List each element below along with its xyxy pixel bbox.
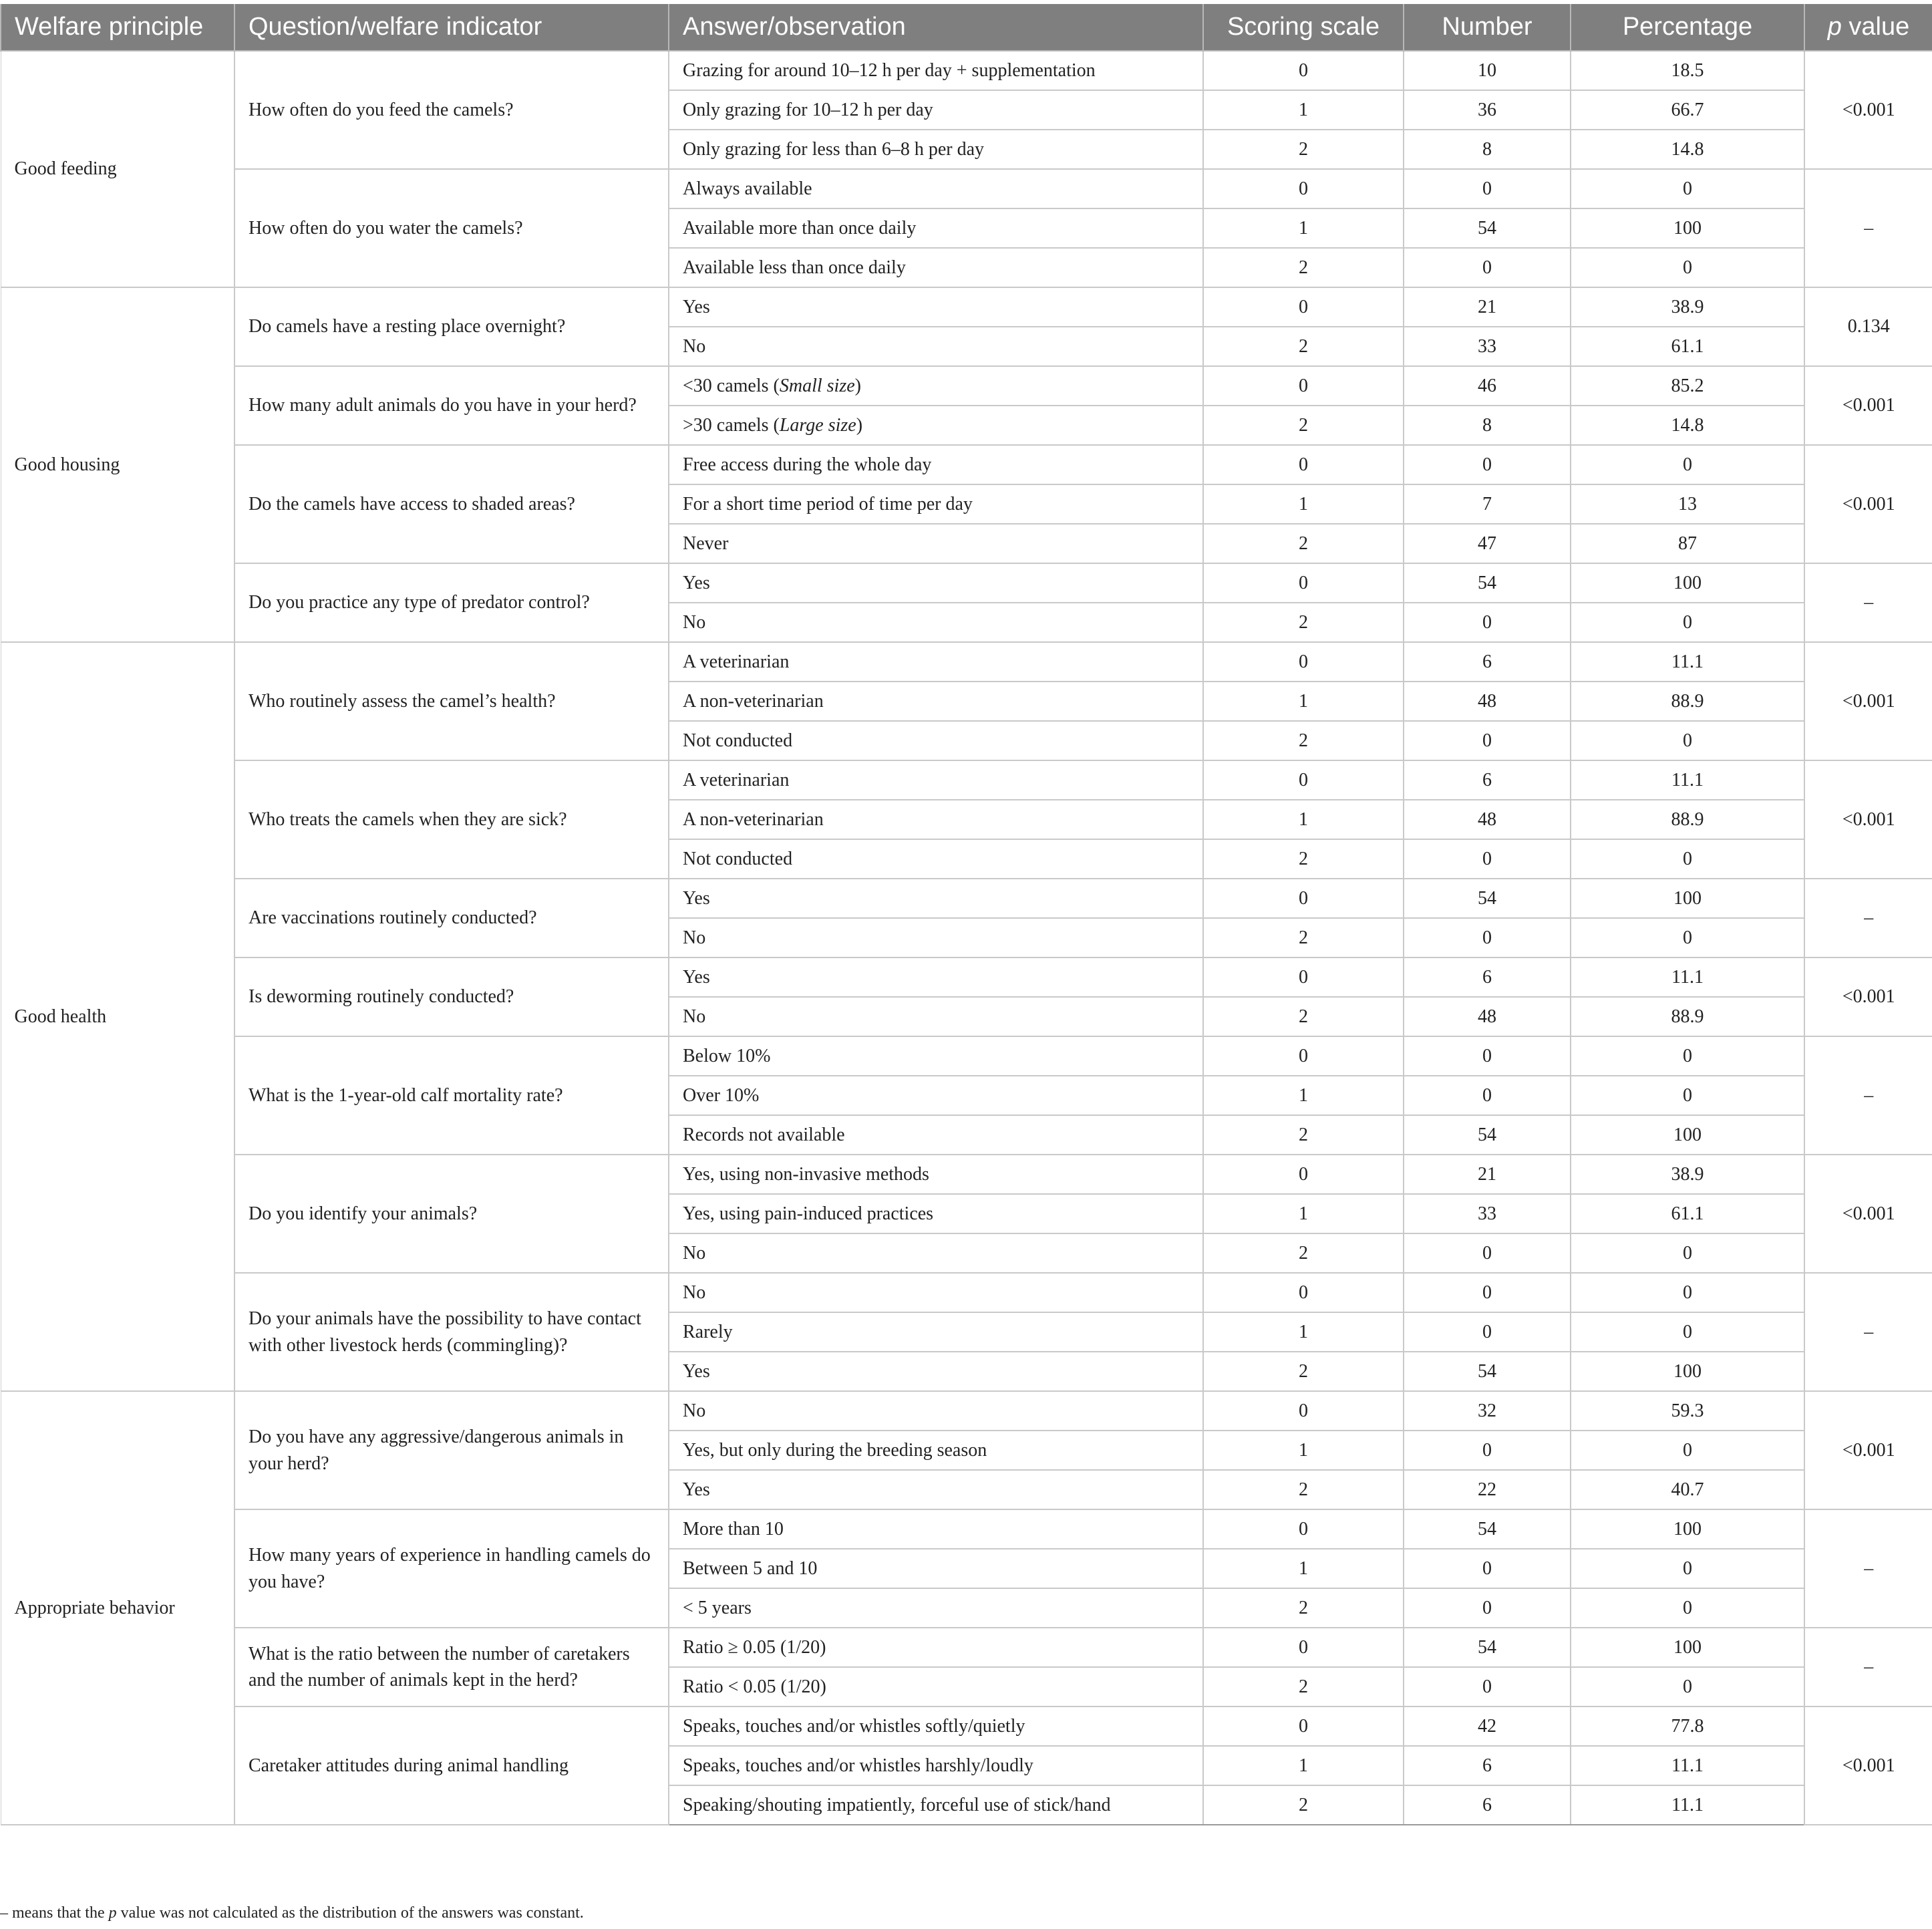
question-cell: Are vaccinations routinely conducted? xyxy=(234,879,669,957)
percentage-cell: 11.1 xyxy=(1571,760,1804,800)
number-cell: 0 xyxy=(1404,1036,1571,1076)
answer-cell: No xyxy=(669,327,1203,366)
question-cell: Caretaker attitudes during animal handling xyxy=(234,1707,669,1825)
answer-cell: Between 5 and 10 xyxy=(669,1549,1203,1588)
answer-cell: Below 10% xyxy=(669,1036,1203,1076)
percentage-cell: 88.9 xyxy=(1571,682,1804,721)
number-cell: 54 xyxy=(1404,1352,1571,1391)
header-question: Question/welfare indicator xyxy=(234,4,669,51)
answer-cell: Yes xyxy=(669,879,1203,918)
answer-cell: Yes, but only during the breeding season xyxy=(669,1431,1203,1470)
table-row xyxy=(1,760,1932,800)
percentage-cell: 100 xyxy=(1571,208,1804,248)
answer-italic-text: Small size xyxy=(779,375,855,396)
number-cell: 33 xyxy=(1404,1194,1571,1233)
percentage-cell: 77.8 xyxy=(1571,1707,1804,1746)
header-answer: Answer/observation xyxy=(669,4,1203,51)
table-row xyxy=(1,1509,1932,1549)
table-row xyxy=(1,957,1932,997)
p-value-cell: <0.001 xyxy=(1804,1707,1932,1825)
percentage-cell: 0 xyxy=(1571,603,1804,642)
scoring-scale-cell: 2 xyxy=(1203,1115,1404,1155)
percentage-cell: 0 xyxy=(1571,1588,1804,1628)
p-value-cell: – xyxy=(1804,1036,1932,1155)
answer-cell: Grazing for around 10–12 h per day + supplementation xyxy=(669,51,1203,90)
number-cell: 54 xyxy=(1404,1509,1571,1549)
answer-cell: Free access during the whole day xyxy=(669,445,1203,484)
scoring-scale-cell: 1 xyxy=(1203,1431,1404,1470)
scoring-scale-cell: 1 xyxy=(1203,1746,1404,1785)
header-number: Number xyxy=(1404,4,1571,51)
table-row xyxy=(1,51,1932,90)
number-cell: 10 xyxy=(1404,51,1571,90)
answer-cell: Yes xyxy=(669,1352,1203,1391)
answer-cell: A non-veterinarian xyxy=(669,800,1203,839)
number-cell: 6 xyxy=(1404,760,1571,800)
table-row xyxy=(1,287,1932,327)
number-cell: 7 xyxy=(1404,484,1571,524)
number-cell: 54 xyxy=(1404,1628,1571,1667)
scoring-scale-cell: 0 xyxy=(1203,642,1404,682)
answer-cell xyxy=(669,406,1203,445)
answer-cell: No xyxy=(669,918,1203,957)
question-cell: How many years of experience in handling camels do you have? xyxy=(234,1509,669,1628)
welfare-principle-cell: Good feeding xyxy=(1,51,234,287)
answer-cell: Rarely xyxy=(669,1312,1203,1352)
p-value-cell: – xyxy=(1804,879,1932,957)
percentage-cell: 11.1 xyxy=(1571,642,1804,682)
question-cell: Do you practice any type of predator control? xyxy=(234,563,669,642)
percentage-cell: 18.5 xyxy=(1571,51,1804,90)
question-cell: Do camels have a resting place overnight? xyxy=(234,287,669,366)
scoring-scale-cell: 1 xyxy=(1203,484,1404,524)
table-row xyxy=(1,563,1932,603)
scoring-scale-cell: 1 xyxy=(1203,800,1404,839)
answer-cell: Over 10% xyxy=(669,1076,1203,1115)
question-cell: Do you have any aggressive/dangerous animals in your herd? xyxy=(234,1391,669,1509)
answer-cell: A veterinarian xyxy=(669,760,1203,800)
scoring-scale-cell: 1 xyxy=(1203,90,1404,130)
question-cell: Who routinely assess the camel’s health? xyxy=(234,642,669,760)
number-cell: 21 xyxy=(1404,287,1571,327)
answer-cell: A veterinarian xyxy=(669,642,1203,682)
table-row xyxy=(1,1155,1932,1194)
answer-cell: For a short time period of time per day xyxy=(669,484,1203,524)
scoring-scale-cell: 0 xyxy=(1203,1273,1404,1312)
p-value-cell: <0.001 xyxy=(1804,760,1932,879)
scoring-scale-cell: 1 xyxy=(1203,682,1404,721)
answer-cell: Not conducted xyxy=(669,721,1203,760)
scoring-scale-cell: 2 xyxy=(1203,1667,1404,1707)
scoring-scale-cell: 0 xyxy=(1203,51,1404,90)
p-value-cell: – xyxy=(1804,1628,1932,1707)
table-row xyxy=(1,445,1932,484)
percentage-cell: 38.9 xyxy=(1571,1155,1804,1194)
question-cell: Do the camels have access to shaded areas? xyxy=(234,445,669,563)
p-value-cell: <0.001 xyxy=(1804,366,1932,445)
header-percentage: Percentage xyxy=(1571,4,1804,51)
p-value-cell: <0.001 xyxy=(1804,51,1932,169)
answer-cell: Ratio ≥ 0.05 (1/20) xyxy=(669,1628,1203,1667)
number-cell: 6 xyxy=(1404,1785,1571,1825)
answer-text: >30 camels ( xyxy=(683,414,780,436)
percentage-cell: 11.1 xyxy=(1571,1785,1804,1825)
answer-cell: Speaks, touches and/or whistles softly/quietly xyxy=(669,1707,1203,1746)
scoring-scale-cell: 0 xyxy=(1203,366,1404,406)
p-value-cell: <0.001 xyxy=(1804,445,1932,563)
header-scoring-scale: Scoring scale xyxy=(1203,4,1404,51)
scoring-scale-cell: 0 xyxy=(1203,1036,1404,1076)
number-cell: 0 xyxy=(1404,1431,1571,1470)
question-cell: How many adult animals do you have in your herd? xyxy=(234,366,669,445)
scoring-scale-cell: 1 xyxy=(1203,1194,1404,1233)
scoring-scale-cell: 2 xyxy=(1203,1233,1404,1273)
welfare-principle-cell: Appropriate behavior xyxy=(1,1391,234,1825)
number-cell: 0 xyxy=(1404,1233,1571,1273)
question-cell: Who treats the camels when they are sick? xyxy=(234,760,669,879)
percentage-cell: 87 xyxy=(1571,524,1804,563)
table-row xyxy=(1,1707,1932,1746)
question-cell: Do you identify your animals? xyxy=(234,1155,669,1273)
table-row xyxy=(1,1391,1932,1431)
number-cell: 47 xyxy=(1404,524,1571,563)
table-row xyxy=(1,879,1932,918)
number-cell: 0 xyxy=(1404,918,1571,957)
scoring-scale-cell: 0 xyxy=(1203,1155,1404,1194)
header-row xyxy=(1,4,1932,51)
number-cell: 8 xyxy=(1404,406,1571,445)
p-value-cell: <0.001 xyxy=(1804,1155,1932,1273)
question-cell: Do your animals have the possibility to have contact with other livestock herds (commingling)? xyxy=(234,1273,669,1391)
percentage-cell: 100 xyxy=(1571,1628,1804,1667)
p-value-cell: 0.134 xyxy=(1804,287,1932,366)
footnote-suffix: value was not calculated as the distribution of the answers was constant. xyxy=(116,1904,584,1922)
percentage-cell: 38.9 xyxy=(1571,287,1804,327)
number-cell: 0 xyxy=(1404,445,1571,484)
answer-cell: Only grazing for less than 6–8 h per day xyxy=(669,130,1203,169)
scoring-scale-cell: 2 xyxy=(1203,406,1404,445)
percentage-cell: 0 xyxy=(1571,1076,1804,1115)
number-cell: 48 xyxy=(1404,800,1571,839)
percentage-cell: 100 xyxy=(1571,1352,1804,1391)
answer-cell: Available more than once daily xyxy=(669,208,1203,248)
scoring-scale-cell: 2 xyxy=(1203,721,1404,760)
percentage-cell: 100 xyxy=(1571,563,1804,603)
percentage-cell: 0 xyxy=(1571,1549,1804,1588)
answer-cell: No xyxy=(669,1391,1203,1431)
scoring-scale-cell: 1 xyxy=(1203,1312,1404,1352)
footnote-p-italic: p xyxy=(108,1904,117,1922)
scoring-scale-cell: 0 xyxy=(1203,957,1404,997)
answer-cell: Always available xyxy=(669,169,1203,208)
answer-cell: A non-veterinarian xyxy=(669,682,1203,721)
scoring-scale-cell: 0 xyxy=(1203,1391,1404,1431)
answer-text-suffix: ) xyxy=(856,414,863,436)
percentage-cell: 11.1 xyxy=(1571,957,1804,997)
percentage-cell: 61.1 xyxy=(1571,327,1804,366)
number-cell: 54 xyxy=(1404,208,1571,248)
p-value-cell: – xyxy=(1804,169,1932,287)
question-cell: What is the 1-year-old calf mortality rate? xyxy=(234,1036,669,1155)
scoring-scale-cell: 2 xyxy=(1203,1470,1404,1509)
answer-cell: Records not available xyxy=(669,1115,1203,1155)
percentage-cell: 0 xyxy=(1571,721,1804,760)
number-cell: 36 xyxy=(1404,90,1571,130)
percentage-cell: 14.8 xyxy=(1571,130,1804,169)
answer-cell: Never xyxy=(669,524,1203,563)
percentage-cell: 66.7 xyxy=(1571,90,1804,130)
welfare-principle-cell: Good housing xyxy=(1,287,234,642)
percentage-cell: 59.3 xyxy=(1571,1391,1804,1431)
number-cell: 54 xyxy=(1404,879,1571,918)
number-cell: 0 xyxy=(1404,721,1571,760)
number-cell: 0 xyxy=(1404,1667,1571,1707)
number-cell: 21 xyxy=(1404,1155,1571,1194)
percentage-cell: 88.9 xyxy=(1571,997,1804,1036)
percentage-cell: 0 xyxy=(1571,169,1804,208)
question-cell: Is deworming routinely conducted? xyxy=(234,957,669,1036)
number-cell: 0 xyxy=(1404,603,1571,642)
scoring-scale-cell: 2 xyxy=(1203,997,1404,1036)
percentage-cell: 0 xyxy=(1571,839,1804,879)
scoring-scale-cell: 0 xyxy=(1203,760,1404,800)
answer-cell: < 5 years xyxy=(669,1588,1203,1628)
scoring-scale-cell: 2 xyxy=(1203,524,1404,563)
percentage-cell: 0 xyxy=(1571,1036,1804,1076)
scoring-scale-cell: 2 xyxy=(1203,327,1404,366)
p-value-cell: <0.001 xyxy=(1804,1391,1932,1509)
question-cell: How often do you water the camels? xyxy=(234,169,669,287)
p-value-cell: <0.001 xyxy=(1804,642,1932,760)
answer-cell: Yes xyxy=(669,287,1203,327)
number-cell: 33 xyxy=(1404,327,1571,366)
answer-cell: More than 10 xyxy=(669,1509,1203,1549)
scoring-scale-cell: 0 xyxy=(1203,563,1404,603)
number-cell: 0 xyxy=(1404,169,1571,208)
percentage-cell: 11.1 xyxy=(1571,1746,1804,1785)
answer-cell: No xyxy=(669,1273,1203,1312)
answer-cell: Yes xyxy=(669,1470,1203,1509)
p-value-cell: – xyxy=(1804,1509,1932,1628)
percentage-cell: 0 xyxy=(1571,248,1804,287)
percentage-cell: 0 xyxy=(1571,1273,1804,1312)
table-footnote xyxy=(0,1904,584,1922)
answer-text: <30 camels ( xyxy=(683,375,780,396)
scoring-scale-cell: 1 xyxy=(1203,1076,1404,1115)
table-row xyxy=(1,1036,1932,1076)
table-row xyxy=(1,169,1932,208)
answer-cell: Yes, using pain-induced practices xyxy=(669,1194,1203,1233)
header-welfare-principle: Welfare principle xyxy=(1,4,234,51)
percentage-cell: 0 xyxy=(1571,445,1804,484)
answer-cell: Not conducted xyxy=(669,839,1203,879)
scoring-scale-cell: 0 xyxy=(1203,1509,1404,1549)
scoring-scale-cell: 1 xyxy=(1203,1549,1404,1588)
answer-cell: Speaks, touches and/or whistles harshly/loudly xyxy=(669,1746,1203,1785)
scoring-scale-cell: 2 xyxy=(1203,1352,1404,1391)
percentage-cell: 88.9 xyxy=(1571,800,1804,839)
number-cell: 42 xyxy=(1404,1707,1571,1746)
number-cell: 0 xyxy=(1404,1312,1571,1352)
number-cell: 0 xyxy=(1404,839,1571,879)
table-body xyxy=(1,51,1932,1825)
percentage-cell: 13 xyxy=(1571,484,1804,524)
number-cell: 0 xyxy=(1404,1273,1571,1312)
scoring-scale-cell: 2 xyxy=(1203,603,1404,642)
percentage-cell: 61.1 xyxy=(1571,1194,1804,1233)
answer-cell xyxy=(669,366,1203,406)
number-cell: 0 xyxy=(1404,1076,1571,1115)
answer-cell: Yes xyxy=(669,957,1203,997)
percentage-cell: 100 xyxy=(1571,1509,1804,1549)
p-value-cell: – xyxy=(1804,563,1932,642)
answer-cell: No xyxy=(669,603,1203,642)
table-row xyxy=(1,1628,1932,1667)
table-row xyxy=(1,1273,1932,1312)
footnote-prefix: – means that the xyxy=(0,1904,109,1922)
percentage-cell: 0 xyxy=(1571,1431,1804,1470)
percentage-cell: 100 xyxy=(1571,879,1804,918)
number-cell: 32 xyxy=(1404,1391,1571,1431)
percentage-cell: 0 xyxy=(1571,918,1804,957)
number-cell: 6 xyxy=(1404,1746,1571,1785)
percentage-cell: 0 xyxy=(1571,1312,1804,1352)
answer-cell: Ratio < 0.05 (1/20) xyxy=(669,1667,1203,1707)
answer-cell: Available less than once daily xyxy=(669,248,1203,287)
scoring-scale-cell: 2 xyxy=(1203,1588,1404,1628)
percentage-cell: 85.2 xyxy=(1571,366,1804,406)
percentage-cell: 0 xyxy=(1571,1233,1804,1273)
number-cell: 46 xyxy=(1404,366,1571,406)
answer-italic-text: Large size xyxy=(779,414,856,436)
percentage-cell: 100 xyxy=(1571,1115,1804,1155)
scoring-scale-cell: 2 xyxy=(1203,248,1404,287)
scoring-scale-cell: 0 xyxy=(1203,287,1404,327)
table-row xyxy=(1,366,1932,406)
number-cell: 0 xyxy=(1404,1588,1571,1628)
scoring-scale-cell: 2 xyxy=(1203,130,1404,169)
table-row xyxy=(1,642,1932,682)
scoring-scale-cell: 2 xyxy=(1203,839,1404,879)
welfare-assessment-table xyxy=(0,4,1932,1825)
number-cell: 6 xyxy=(1404,642,1571,682)
answer-text-suffix: ) xyxy=(854,375,861,396)
percentage-cell: 0 xyxy=(1571,1667,1804,1707)
scoring-scale-cell: 0 xyxy=(1203,1628,1404,1667)
answer-cell: No xyxy=(669,1233,1203,1273)
number-cell: 22 xyxy=(1404,1470,1571,1509)
number-cell: 54 xyxy=(1404,563,1571,603)
scoring-scale-cell: 2 xyxy=(1203,1785,1404,1825)
scoring-scale-cell: 0 xyxy=(1203,169,1404,208)
answer-cell: Yes, using non-invasive methods xyxy=(669,1155,1203,1194)
percentage-cell: 14.8 xyxy=(1571,406,1804,445)
welfare-principle-cell: Good health xyxy=(1,642,234,1391)
p-value-cell: – xyxy=(1804,1273,1932,1391)
scoring-scale-cell: 2 xyxy=(1203,918,1404,957)
question-cell: How often do you feed the camels? xyxy=(234,51,669,169)
scoring-scale-cell: 0 xyxy=(1203,1707,1404,1746)
answer-cell: Only grazing for 10–12 h per day xyxy=(669,90,1203,130)
number-cell: 54 xyxy=(1404,1115,1571,1155)
p-value-cell: <0.001 xyxy=(1804,957,1932,1036)
scoring-scale-cell: 0 xyxy=(1203,879,1404,918)
scoring-scale-cell: 1 xyxy=(1203,208,1404,248)
question-cell: What is the ratio between the number of caretakers and the number of animals kept in the herd? xyxy=(234,1628,669,1707)
answer-cell: Speaking/shouting impatiently, forceful use of stick/hand xyxy=(669,1785,1203,1825)
number-cell: 6 xyxy=(1404,957,1571,997)
number-cell: 0 xyxy=(1404,1549,1571,1588)
number-cell: 48 xyxy=(1404,997,1571,1036)
answer-cell: Yes xyxy=(669,563,1203,603)
percentage-cell: 40.7 xyxy=(1571,1470,1804,1509)
number-cell: 0 xyxy=(1404,248,1571,287)
header-p-italic: p xyxy=(1827,13,1842,41)
scoring-scale-cell: 0 xyxy=(1203,445,1404,484)
header-p-value: p value xyxy=(1804,4,1932,51)
number-cell: 8 xyxy=(1404,130,1571,169)
number-cell: 48 xyxy=(1404,682,1571,721)
answer-cell: No xyxy=(669,997,1203,1036)
